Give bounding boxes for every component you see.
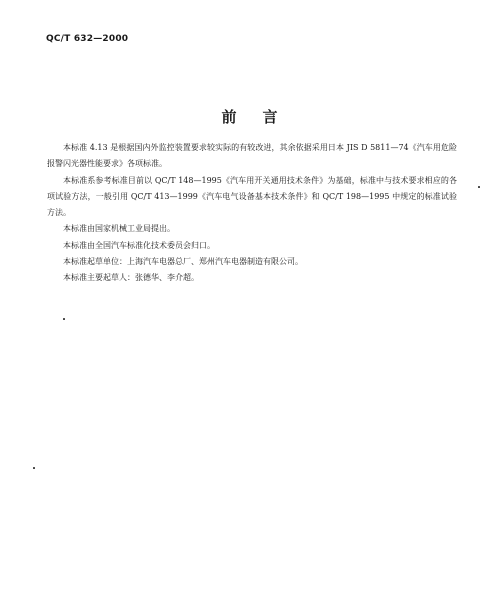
- paragraph-committee: 本标准由全国汽车标准化技术委员会归口。: [63, 240, 215, 250]
- paragraph-drafters: 本标准主要起草人：张德华、李介超。: [63, 273, 199, 283]
- scan-speck: [33, 467, 35, 469]
- paragraph-proposer: 本标准由国家机械工业局提出。: [63, 224, 175, 234]
- paragraph-drafting-units: 本标准起草单位：上海汽车电器总厂、郑州汽车电器制造有限公司。: [63, 257, 303, 267]
- paragraph-scope: 本标准 4.13 是根据国内外监控装置要求较实际的有较改进，其余依据采用日本 JIS D 5811—74《汽车用危险报警闪光器性能要求》各项标准。: [47, 143, 457, 169]
- standard-code: QC/T 632—2000: [46, 34, 129, 44]
- paragraph-references: 本标准系参考标准目前以 QC/T 148—1995《汽车用开关通用技术条件》为基础，标准中与技术要求相应的各项试验方法，一般引用 QC/T 413—1999《汽车电气设备基本技术条件》和 QC/T 198—1995 中规定的标准试验方法。: [47, 175, 457, 218]
- scan-speck: [63, 318, 65, 320]
- scan-speck: [478, 186, 480, 188]
- page-title: 前言: [221, 108, 304, 126]
- document-body: [47, 140, 457, 287]
